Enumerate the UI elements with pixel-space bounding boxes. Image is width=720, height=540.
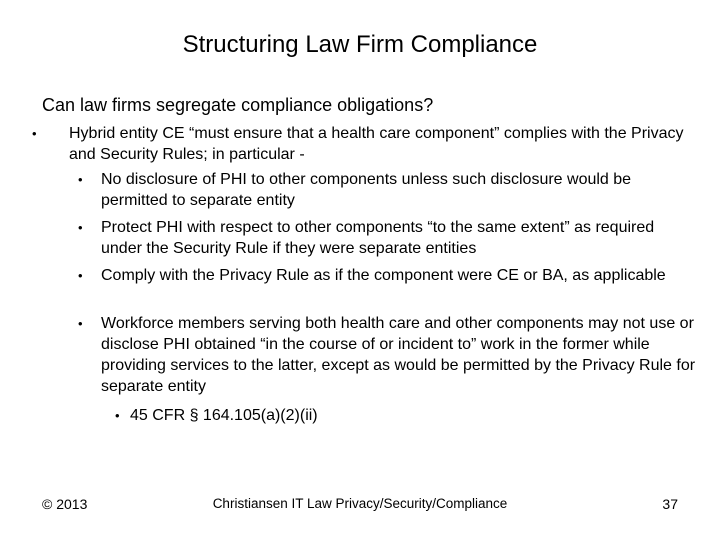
page-number: 37 — [662, 496, 678, 512]
bullet-marker: • — [78, 172, 83, 187]
bullet-marker: • — [32, 126, 37, 141]
bullet-level1 — [32, 123, 687, 165]
citation-text: 45 CFR § 164.105(a)(2)(ii) — [130, 407, 318, 424]
bullet-marker: • — [78, 316, 83, 331]
question-heading: Can law firms segregate compliance obligations? — [42, 95, 434, 115]
sub-bullet-2 — [78, 217, 698, 259]
footer-title: Christiansen IT Law Privacy/Security/Compliance — [212, 496, 508, 511]
bullet-marker: • — [78, 268, 83, 283]
sub-bullet-text: Comply with the Privacy Rule as if the component were CE or BA, as applicable — [101, 267, 666, 284]
sub-bullet-1 — [78, 169, 698, 211]
bullet-marker: • — [115, 408, 120, 423]
sub-bullet-text: Protect PHI with respect to other components “to the same extent” as required under the Security Rule if they were separate entities — [101, 219, 655, 257]
footer-copyright: © 2013 — [42, 496, 88, 512]
citation-bullet — [115, 405, 655, 426]
bullet-text: Hybrid entity CE “must ensure that a health care component” complies with the Privacy and Security Rules; in particular - — [69, 125, 684, 163]
bullet-marker: • — [78, 220, 83, 235]
sub-bullet-4 — [78, 313, 698, 397]
slide-title: Structuring Law Firm Compliance — [182, 31, 538, 58]
sub-bullet-text: No disclosure of PHI to other components unless such disclosure would be permitted to separate entity — [101, 171, 632, 209]
sub-bullet-text: Workforce members serving both health care and other components may not use or disclose PHI obtained “in the course of or incident to” work in the former while providing services to the latter, except as would be permitted by the Privacy Rule for separate entity — [101, 315, 696, 395]
sub-bullet-3 — [78, 265, 698, 286]
